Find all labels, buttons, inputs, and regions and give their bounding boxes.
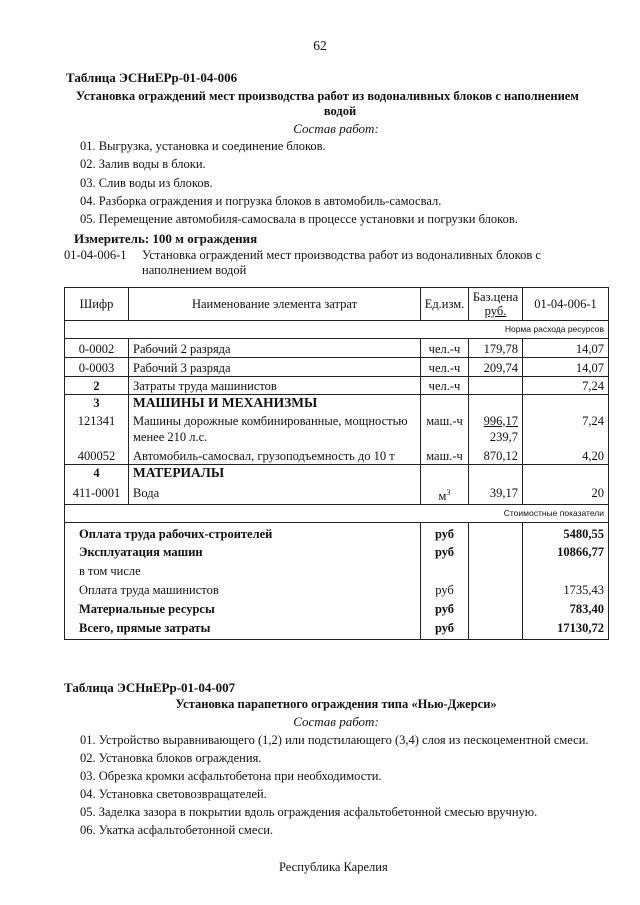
section-code: 4 <box>65 465 129 483</box>
total-label: Оплата труда машинистов <box>65 580 421 600</box>
row-name: Вода <box>129 483 421 505</box>
total-unit: руб <box>421 580 469 600</box>
norm-label: Норма расхода ресурсов <box>65 321 609 339</box>
norm-row <box>65 321 609 339</box>
empty-cell <box>469 619 523 639</box>
empty-cell <box>469 580 523 600</box>
section-row-materials <box>65 465 609 483</box>
row-value: 7,24 <box>523 377 609 395</box>
stoim-row <box>65 504 609 522</box>
table1-heading-line1: Установка ограждений мест производства работ из водоналивных блоков с наполнением <box>76 89 579 103</box>
page-number: 62 <box>313 38 327 53</box>
list-item: 05. Заделка зазора в покрытии вдоль ограждения асфальтобетонной смесью вручную. <box>80 805 538 819</box>
list-item: 03. Обрезка кромки асфальтобетона при необходимости. <box>80 769 382 783</box>
table-row <box>65 377 609 395</box>
row-price: 209,74 <box>469 358 523 377</box>
table1-title: Таблица ЭСНиЕРр-01-04-006 <box>66 70 238 85</box>
row-price: 179,78 <box>469 339 523 358</box>
table-row <box>65 483 609 505</box>
total-value: 783,40 <box>523 600 609 619</box>
empty-cell <box>523 465 609 483</box>
total-label: Эксплуатация машин <box>65 542 421 562</box>
row-name: Рабочий 2 разряда <box>129 339 421 358</box>
table-row <box>65 358 609 377</box>
table-row <box>65 413 609 445</box>
header-price <box>469 288 523 321</box>
list-item: 04. Разборка ограждения и погрузка блоков в автомобиль-самосвал. <box>80 194 442 208</box>
total-unit: руб <box>421 619 469 639</box>
row-unit: маш.-ч <box>421 413 469 445</box>
row-price <box>469 377 523 395</box>
total-value: 5480,55 <box>523 522 609 542</box>
total-row <box>65 580 609 600</box>
total-row <box>65 542 609 562</box>
section-code: 3 <box>65 395 129 413</box>
row-price: 870,12 <box>469 445 523 465</box>
total-row <box>65 522 609 542</box>
list-item: 06. Укатка асфальтобетонной смеси. <box>80 823 274 837</box>
row-value: 14,07 <box>523 339 609 358</box>
total-row <box>65 600 609 619</box>
list-item: 02. Установка блоков ограждения. <box>80 751 262 765</box>
section-row-machines <box>65 395 609 413</box>
list-item: 03. Слив воды из блоков. <box>80 176 213 190</box>
total-unit: руб <box>421 522 469 542</box>
row-code: 400052 <box>65 445 129 465</box>
row-code: 0-0003 <box>65 358 129 377</box>
empty-cell <box>421 395 469 413</box>
row-value: 20 <box>523 483 609 505</box>
row-unit: чел.-ч <box>421 339 469 358</box>
empty-cell <box>421 465 469 483</box>
header-price-line1: Баз.цена <box>472 290 519 304</box>
total-unit: руб <box>421 600 469 619</box>
section-title: МАШИНЫ И МЕХАНИЗМЫ <box>129 395 421 413</box>
row-name: Затраты труда машинистов <box>129 377 421 395</box>
list-item: 02. Залив воды в блоки. <box>80 157 206 171</box>
table-header-row <box>65 288 609 321</box>
empty-cell <box>469 522 523 542</box>
row-code: 121341 <box>65 413 129 445</box>
list-item: 01. Устройство выравнивающего (1,2) или подстилающего (3,4) слоя из пескоцементной смеси. <box>80 733 589 747</box>
row-code: 0-0002 <box>65 339 129 358</box>
stoim-label: Стоимостные показатели <box>65 504 609 522</box>
total-label: в том числе <box>65 562 421 580</box>
total-row <box>65 562 609 580</box>
empty-cell <box>523 562 609 580</box>
row-name <box>129 413 421 445</box>
row-price-line1: 996,17 <box>483 413 518 428</box>
table1-heading-line2: водой <box>323 104 357 118</box>
header-name: Наименование элемента затрат <box>129 288 421 321</box>
row-value: 14,07 <box>523 358 609 377</box>
table1-works-label: Состав работ: <box>293 121 379 136</box>
unit-sup: 3 <box>446 487 451 497</box>
total-value: 17130,72 <box>523 619 609 639</box>
total-label: Оплата труда рабочих-строителей <box>65 522 421 542</box>
row-price-line2: 239,7 <box>489 429 518 444</box>
row-unit: маш.-ч <box>421 445 469 465</box>
empty-cell <box>469 562 523 580</box>
table2-works-label: Состав работ: <box>293 714 379 729</box>
unit-base: м <box>438 488 447 503</box>
header-col: 01-04-006-1 <box>523 288 609 321</box>
row-value: 7,24 <box>523 413 609 445</box>
table-row <box>65 339 609 358</box>
header-unit: Ед.изм. <box>421 288 469 321</box>
row-unit <box>421 483 469 505</box>
header-price-line2: руб. <box>484 304 507 318</box>
empty-cell <box>469 600 523 619</box>
empty-cell <box>523 395 609 413</box>
total-label: Материальные ресурсы <box>65 600 421 619</box>
row-code: 2 <box>65 377 129 395</box>
total-value: 10866,77 <box>523 542 609 562</box>
table1-code-desc-line1: Установка ограждений мест производства работ из водоналивных блоков с <box>142 248 541 262</box>
table2-heading: Установка парапетного ограждения типа «Нью-Джерси» <box>175 697 497 711</box>
total-unit: руб <box>421 542 469 562</box>
table2-title: Таблица ЭСНиЕРр-01-04-007 <box>64 680 236 695</box>
list-item: 01. Выгрузка, установка и соединение блоков. <box>80 139 326 153</box>
row-price <box>469 413 523 445</box>
empty-cell <box>469 465 523 483</box>
row-name: Автомобиль-самосвал, грузоподъемность до 10 т <box>129 445 421 465</box>
row-code: 411-0001 <box>65 483 129 505</box>
footer-region: Республика Карелия <box>279 860 388 874</box>
empty-cell <box>469 395 523 413</box>
list-item: 04. Установка световозвращателей. <box>80 787 267 801</box>
table1-code-desc-line2: наполнением водой <box>142 263 247 277</box>
table1-code-desc-code: 01-04-006-1 <box>64 248 127 262</box>
resource-table <box>64 287 609 640</box>
row-name-line1: Машины дорожные комбинированные, мощностью <box>133 413 408 428</box>
total-label: Всего, прямые затраты <box>65 619 421 639</box>
row-name: Рабочий 3 разряда <box>129 358 421 377</box>
list-item: 05. Перемещение автомобиля-самосвала в процессе установки и погрузки блоков. <box>80 212 518 226</box>
total-value: 1735,43 <box>523 580 609 600</box>
header-code: Шифр <box>65 288 129 321</box>
empty-cell <box>421 562 469 580</box>
row-price: 39,17 <box>469 483 523 505</box>
row-value: 4,20 <box>523 445 609 465</box>
row-unit: чел.-ч <box>421 377 469 395</box>
total-row <box>65 619 609 639</box>
row-unit: чел.-ч <box>421 358 469 377</box>
row-name-line2: менее 210 л.с. <box>133 429 208 444</box>
table1-meter: Измеритель: 100 м ограждения <box>74 231 258 246</box>
table-row <box>65 445 609 465</box>
section-title: МАТЕРИАЛЫ <box>129 465 421 483</box>
empty-cell <box>469 542 523 562</box>
